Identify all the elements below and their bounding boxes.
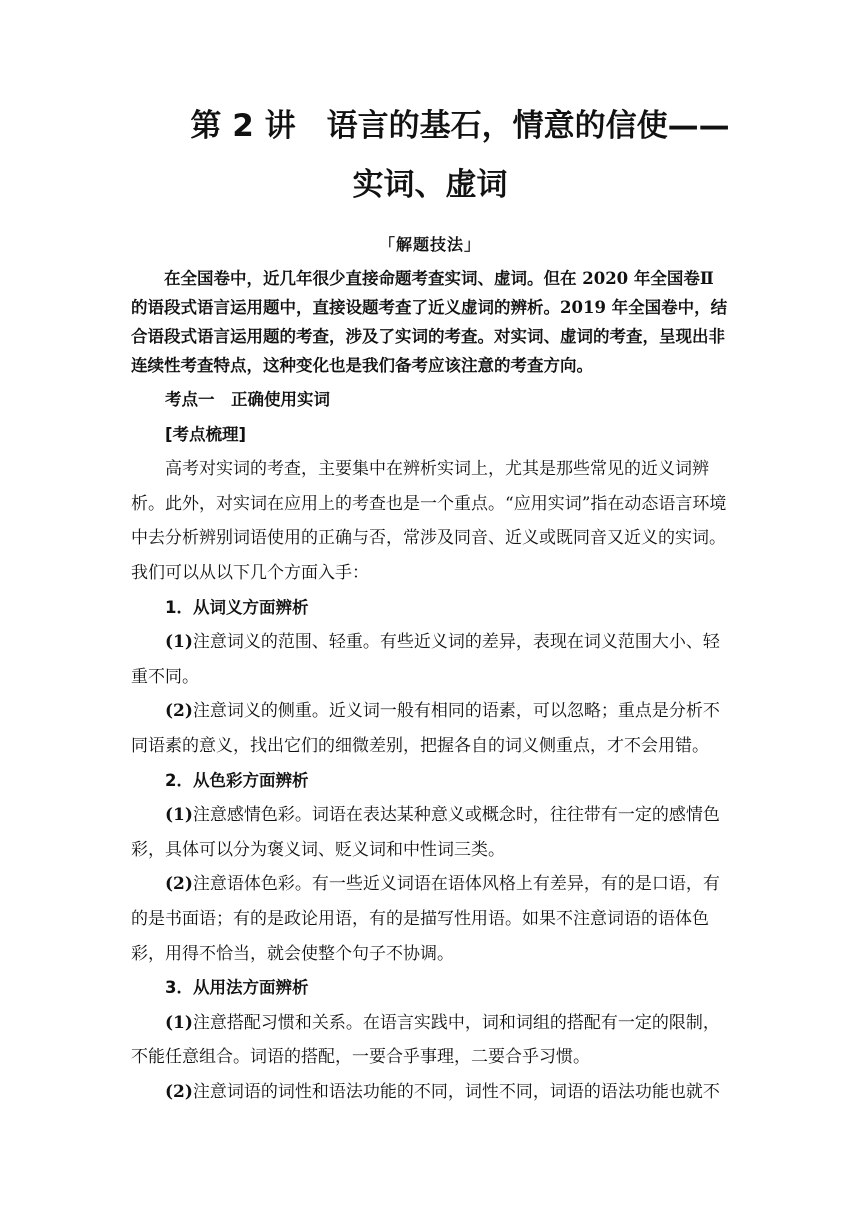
page-title: 第 2 讲 语言的基石，情意的信使—— [190,108,730,144]
list-item [131,625,729,694]
item-text: 注意词语的词性和语法功能的不同，词性不同，词语的语法功能也就不 [192,1081,720,1102]
item-text: 注意词义的侧重。近义词一般有相同的语素，可以忽略；重点是分析不同语素的意义，找出它们的细微差别，把握各自的词义侧重点，才不会用错。 [131,701,720,756]
list-item [131,1075,729,1110]
list-item [131,694,729,763]
review-label: [考点梳理] [165,424,247,444]
item-number: (2) [165,701,193,722]
section-tag: 「解题技法」 [378,235,481,254]
overview-paragraph: 高考对实词的考查，主要集中在辨析实词上，尤其是那些常见的近义词辨析。此外，对实词在应用上的考查也是一个重点。“应用实词”指在动态语言环境中去分析辨别词语使用的正确与否，常涉及同音、近义或既同音又近义的实词。我们可以从以下几个方面入手： [131,459,727,583]
item-text: 注意词义的范围、轻重。有些近义词的差异，表现在词义范围大小、轻重不同。 [131,632,720,687]
item-text: 注意搭配习惯和关系。在语言实践中，词和词组的搭配有一定的限制，不能任意组合。词语的搭配，一要合乎事理，二要合乎习惯。 [131,1012,720,1068]
item-number: (1) [165,805,193,826]
item-number: (1) [165,1012,193,1033]
section-heading: 2．从色彩方面辨析 [165,770,309,790]
document-body [131,264,729,1109]
intro-paragraph: 在全国卷中，近几年很少直接命题考查实词、虚词。但在 2020 年全国卷Ⅱ的语段式语言运用题中，直接设题考查了近义虚词的辨析。2019 年全国卷中，结合语段式语言运用题的考查，涉及了实词的考查。对实词、虚词的考查，呈现出非连续性考查特点，这种变化也是我们备考应该注意的考查方向。 [131,269,728,375]
section-heading: 1．从词义方面辨析 [165,597,309,617]
section-heading: 3．从用法方面辨析 [165,978,309,998]
page-subtitle: 实词、虚词 [352,167,508,203]
item-text: 注意语体色彩。有一些近义词语在语体风格上有差异，有的是口语，有的是书面语；有的是政论用语，有的是描写性用语。如果不注意词语的语体色彩，用得不恰当，就会使整个句子不协调。 [131,874,720,964]
item-number: (1) [165,632,193,653]
list-item [131,867,729,971]
item-text: 注意感情色彩。词语在表达某种意义或概念时，往往带有一定的感情色彩，具体可以分为褒义词、贬义词和中性词三类。 [131,805,720,860]
item-number: (2) [165,1081,193,1102]
point-heading: 考点一 正确使用实词 [165,390,330,409]
item-number: (2) [165,874,193,895]
list-item [131,798,729,867]
list-item [131,1006,729,1075]
